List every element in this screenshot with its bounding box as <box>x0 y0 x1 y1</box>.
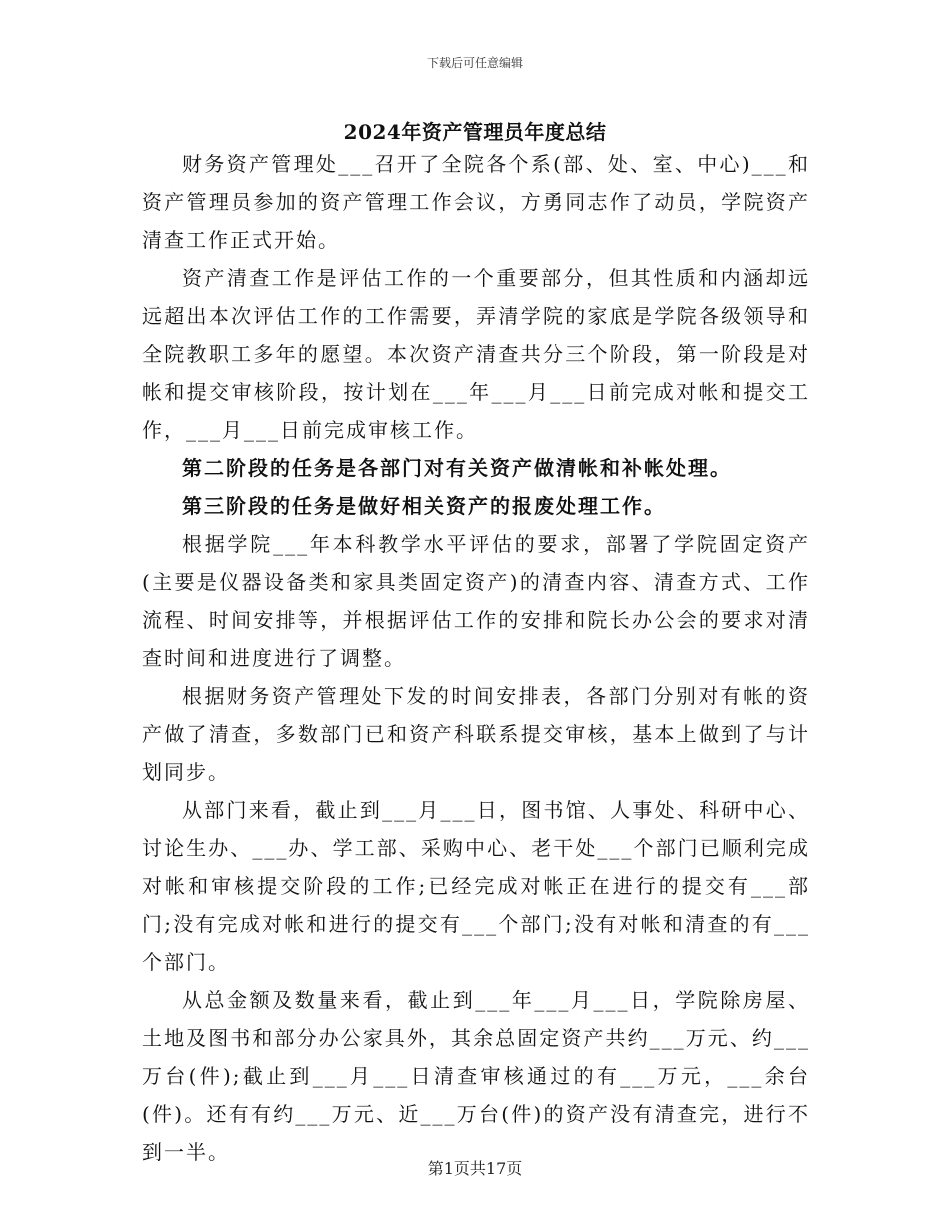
paragraph: 根据财务资产管理处下发的时间安排表，各部门分别对有帐的资产做了清查，多数部门已和资产科联系提交审核，基本上做到了与计划同步。 <box>142 684 810 784</box>
paragraph: 第二阶段的任务是各部门对有关资产做清帐和补帐处理。 <box>182 456 732 480</box>
paragraph: 根据学院___年本科教学水平评估的要求，部署了学院固定资产(主要是仪器设备类和家具类固定资产)的清查内容、清查方式、工作流程、时间安排等，并根据评估工作的安排和院长办公会的要求对清查时间和进度进行了调整。 <box>142 532 810 670</box>
document-title: 2024年资产管理员年度总结 <box>343 120 607 144</box>
paragraph: 财务资产管理处___召开了全院各个系(部、处、室、中心)___和资产管理员参加的资产管理工作会议，方勇同志作了动员，学院资产清查工作正式开始。 <box>142 152 810 252</box>
header-note: 下载后可任意编辑 <box>426 56 523 70</box>
paragraph: 第三阶段的任务是做好相关资产的报废处理工作。 <box>182 494 666 518</box>
document-body <box>142 145 810 1171</box>
page-footer: 第1页共17页 <box>427 1159 523 1178</box>
paragraph: 从部门来看，截止到___月___日，图书馆、人事处、科研中心、讨论生办、___办、学工部、采购中心、老干处___个部门已顺利完成对帐和审核提交阶段的工作;已经完成对帐正在进行的提交有___部门;没有完成对帐和进行的提交有___个部门;没有对帐和清查的有___个部门。 <box>142 798 810 974</box>
paragraph: 从总金额及数量来看，截止到___年___月___日，学院除房屋、土地及图书和部分办公家具外，其余总固定资产共约___万元、约___万台(件);截止到___月___日清查审核通过的有___万元，___余台(件)。还有有约___万元、近___万台(件)的资产没有清查完，进行不到一半。 <box>142 988 810 1164</box>
paragraph: 资产清查工作是评估工作的一个重要部分，但其性质和内涵却远远超出本次评估工作的工作需要，弄清学院的家底是学院各级领导和全院教职工多年的愿望。本次资产清查共分三个阶段，第一阶段是对帐和提交审核阶段，按计划在___年___月___日前完成对帐和提交工作，___月___日前完成审核工作。 <box>142 266 810 442</box>
